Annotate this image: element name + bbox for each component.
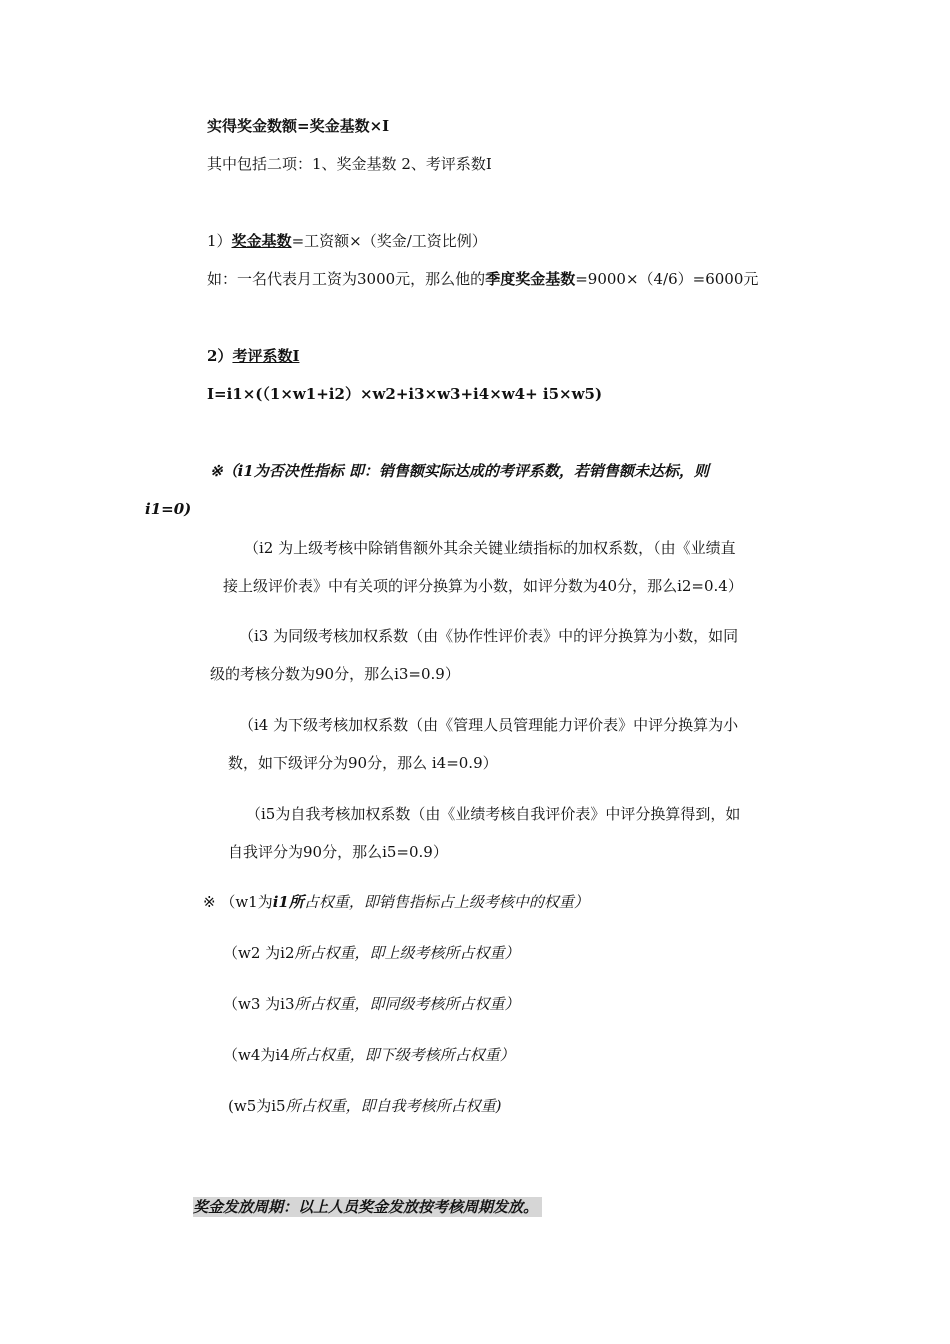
note-i2-line1: （i2 为上级考核中除销售额外其余关键业绩指标的加权系数，（由《业绩直	[244, 539, 736, 557]
w4-post: 所占权重，即下级考核所占权重）	[289, 1046, 515, 1064]
weight-w4	[223, 1045, 515, 1065]
w3-pre: （w3 为i3	[223, 995, 295, 1013]
w4-pre: （w4为i4	[223, 1046, 290, 1064]
w2-post: 所占权重，即上级考核所占权重）	[294, 944, 520, 962]
w2-pre: （w2 为i2	[223, 944, 295, 962]
note-i5-line2: 自我评分为90分，那么i5=0.9）	[228, 843, 448, 861]
w1-pre: ※ （w1为	[203, 893, 273, 911]
section1-num: 1）	[207, 232, 232, 250]
weight-w1	[203, 892, 589, 912]
formula-title: 实得奖金数额=奖金基数×I	[207, 117, 390, 135]
section2-term: 考评系数Ⅰ	[232, 347, 300, 365]
bonus-period-line: 奖金发放周期：以上人员奖金发放按考核周期发放。	[193, 1197, 542, 1217]
weight-w3	[223, 994, 520, 1014]
example-post: =9000×（4/6）=6000元	[575, 270, 759, 288]
weight-w2	[223, 943, 520, 963]
note-i1-line2: i1=0)	[145, 500, 192, 518]
note-i4-line2: 数，如下级评分为90分，那么 i4=0.9）	[228, 754, 498, 772]
section1-example	[207, 269, 758, 289]
section2-formula: I=i1×(（1×w1+i2）×w2+i3×w3+i4×w4+ i5×w5)	[207, 385, 603, 403]
w5-pre: (w5为i5	[228, 1097, 286, 1115]
example-pre: 如：一名代表月工资为3000元，那么他的	[207, 270, 486, 288]
section1-term: 奖金基数	[231, 232, 292, 250]
w3-post: 所占权重，即同级考核所占权重）	[294, 995, 520, 1013]
note-i3-line1: （i3 为同级考核加权系数（由《协作性评价表》中的评分换算为小数，如同	[239, 627, 739, 645]
note-i2-line2: 接上级评价表》中有关项的评分换算为小数，如评分数为40分，那么i2=0.4）	[223, 577, 743, 595]
w5-post: 所占权重，即自我考核所占权重)	[285, 1097, 502, 1115]
w1-mid: i1所	[272, 893, 304, 911]
example-term: 季度奖金基数	[485, 270, 576, 288]
section1-rest: =工资额×（奖金/工资比例）	[291, 232, 487, 250]
includes-line: 其中包括二项：1、奖金基数 2、考评系数Ⅰ	[207, 155, 492, 173]
note-i3-line2: 级的考核分数为90分，那么i3=0.9）	[210, 665, 460, 683]
note-i5-line1: （i5为自我考核加权系数（由《业绩考核自我评价表》中评分换算得到，如	[246, 805, 741, 823]
note-i1-line1: ※（i1为否决性指标 即：销售额实际达成的考评系数，若销售额未达标，则	[210, 462, 709, 480]
w1-post: 占权重，即销售指标占上级考核中的权重）	[303, 893, 589, 911]
section2-num: 2）	[207, 347, 233, 365]
section2-heading	[207, 346, 299, 366]
note-i4-line1: （i4 为下级考核加权系数（由《管理人员管理能力评价表》中评分换算为小	[239, 716, 739, 734]
weight-w5	[228, 1096, 501, 1116]
section1-heading	[207, 231, 487, 251]
